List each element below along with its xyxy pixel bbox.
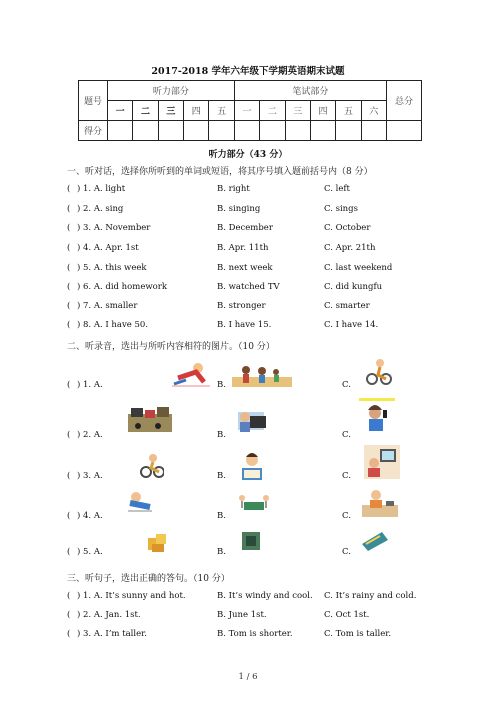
score-cell[interactable] xyxy=(336,121,361,141)
green-box-picture xyxy=(240,530,262,552)
option-a: ) 3. A. November xyxy=(77,223,151,233)
option-a: ) 8. A. I have 50. xyxy=(77,320,149,330)
score-cell[interactable] xyxy=(285,121,310,141)
option-b: B. stronger xyxy=(217,301,266,311)
page-number: 1 / 6 xyxy=(238,672,258,682)
option-a: ) 6. A. did homework xyxy=(77,282,167,292)
boy-on-bike-picture xyxy=(366,358,392,386)
snacks-picture xyxy=(146,532,170,554)
option-c: C. last weekend xyxy=(324,263,393,273)
option-b: B. Tom is shorter. xyxy=(217,629,293,639)
option-b: B. June 1st. xyxy=(217,610,267,620)
score-cell[interactable] xyxy=(108,121,133,141)
score-cell[interactable] xyxy=(361,121,386,141)
option-b: B. singing xyxy=(217,204,261,214)
question-row xyxy=(67,282,437,294)
listen-num: 五 xyxy=(209,101,234,121)
total-label: 总分 xyxy=(387,81,422,121)
label-b: B. xyxy=(217,380,226,390)
label-c: C. xyxy=(342,471,351,481)
cars-traffic-picture xyxy=(128,404,172,434)
boy-reading-picture xyxy=(236,452,266,480)
option-a: ) 7. A. smaller xyxy=(77,301,138,311)
score-cell[interactable] xyxy=(184,121,209,141)
option-c: C. sings xyxy=(324,204,358,214)
family-on-beach-picture xyxy=(232,362,292,387)
exam-title: 2017-2018 学年六年级下学期英语期末试题 xyxy=(151,66,345,77)
paren: ( xyxy=(67,430,71,440)
option-b: B. Apr. 11th xyxy=(217,243,269,253)
option-a: ) 4. A. Apr. 1st xyxy=(77,243,139,253)
write-num: 五 xyxy=(336,101,361,121)
option-c: C. left xyxy=(324,184,350,194)
listen-num: 二 xyxy=(133,101,158,121)
paren: ( xyxy=(67,629,71,639)
label-a: ) 2. A. xyxy=(77,430,103,440)
option-c: C. October xyxy=(324,223,371,233)
paren: ( xyxy=(67,547,71,557)
option-a: ) 2. A. sing xyxy=(77,204,124,214)
paren: ( xyxy=(67,204,71,214)
label-c: C. xyxy=(342,547,351,557)
option-b: B. right xyxy=(217,184,250,194)
paren: ( xyxy=(67,301,71,311)
label-a: ) 5. A. xyxy=(77,547,103,557)
score-table xyxy=(78,80,422,141)
option-b: B. I have 15. xyxy=(217,320,272,330)
paren: ( xyxy=(67,380,71,390)
option-a: ) 1. A. It’s sunny and hot. xyxy=(77,591,186,601)
playing-ping-pong-picture xyxy=(236,492,270,518)
option-c: C. Apr. 21th xyxy=(324,243,376,253)
label-c: C. xyxy=(342,430,351,440)
paren: ( xyxy=(67,184,71,194)
score-cell[interactable] xyxy=(234,121,259,141)
watching-tv-picture xyxy=(364,445,400,479)
listen-num: 四 xyxy=(184,101,209,121)
boy-lying-picture xyxy=(124,491,154,515)
label-a: ) 4. A. xyxy=(77,511,103,521)
question-row xyxy=(67,320,437,332)
paren: ( xyxy=(67,591,71,601)
paren: ( xyxy=(67,282,71,292)
paren: ( xyxy=(67,471,71,481)
write-num: 四 xyxy=(310,101,335,121)
question-row xyxy=(67,263,437,275)
option-c: C. Tom is taller. xyxy=(324,629,392,639)
label-a: ) 3. A. xyxy=(77,471,103,481)
write-num: 二 xyxy=(260,101,285,121)
question-row xyxy=(67,591,437,603)
part3-heading: 三、听句子，选出正确的答句。（10 分） xyxy=(67,574,230,584)
paren: ( xyxy=(67,223,71,233)
part2-heading: 二、听录音，选出与所听内容相符的图片。（10 分） xyxy=(67,342,275,352)
label-b: B. xyxy=(217,511,226,521)
paren: ( xyxy=(67,610,71,620)
girl-computer-picture xyxy=(236,406,270,436)
part1-heading: 一、听对话，选择你所听到的单词或短语，将其序号填入题前括号内（8 分） xyxy=(67,167,373,177)
score-cell[interactable] xyxy=(310,121,335,141)
score-cell[interactable] xyxy=(158,121,183,141)
label-b: B. xyxy=(217,547,226,557)
score-cell[interactable] xyxy=(209,121,234,141)
write-num: 六 xyxy=(361,101,386,121)
listening-header: 听力部分 xyxy=(108,81,235,101)
label-b: B. xyxy=(217,471,226,481)
label-c: C. xyxy=(342,380,351,390)
boy-riding-bike-picture xyxy=(140,453,164,479)
paren: ( xyxy=(67,511,71,521)
label-c: C. xyxy=(342,511,351,521)
listen-num: 三 xyxy=(158,101,183,121)
option-b: B. December xyxy=(217,223,273,233)
option-b: B. watched TV xyxy=(217,282,280,292)
label-b: B. xyxy=(217,430,226,440)
question-row xyxy=(67,243,437,255)
question-row xyxy=(67,223,437,235)
boy-cooking-picture xyxy=(360,487,400,519)
option-c: C. It’s rainy and cold. xyxy=(324,591,417,601)
option-a: ) 2. A. Jan. 1st. xyxy=(77,610,141,620)
option-b: B. It’s windy and cool. xyxy=(217,591,313,601)
option-a: ) 3. A. I’m taller. xyxy=(77,629,147,639)
tihao-label: 题号 xyxy=(79,81,108,121)
defen-label: 得分 xyxy=(79,121,108,141)
option-c: C. Oct 1st. xyxy=(324,610,370,620)
child-jumping-picture xyxy=(170,360,210,390)
score-cell[interactable] xyxy=(133,121,158,141)
section-heading: 听力部分（43 分） xyxy=(208,150,288,160)
question-row xyxy=(67,204,437,216)
score-cell[interactable] xyxy=(260,121,285,141)
question-row xyxy=(67,301,437,313)
paren: ( xyxy=(67,243,71,253)
book-picture xyxy=(360,530,390,552)
paren: ( xyxy=(67,320,71,330)
question-row xyxy=(67,184,437,196)
question-row xyxy=(67,629,437,641)
score-cell[interactable] xyxy=(387,121,422,141)
option-a: ) 5. A. this week xyxy=(77,263,147,273)
write-num: 一 xyxy=(234,101,259,121)
paren: ( xyxy=(67,263,71,273)
writing-header: 笔试部分 xyxy=(234,81,386,101)
option-a: ) 1. A. light xyxy=(77,184,126,194)
question-row xyxy=(67,610,437,622)
write-num: 三 xyxy=(285,101,310,121)
label-a: ) 1. A. xyxy=(77,380,103,390)
listen-num: 一 xyxy=(108,101,133,121)
girl-on-phone-picture xyxy=(359,398,395,436)
option-b: B. next week xyxy=(217,263,273,273)
option-c: C. smarter xyxy=(324,301,370,311)
option-c: C. did kungfu xyxy=(324,282,383,292)
option-c: C. I have 14. xyxy=(324,320,379,330)
